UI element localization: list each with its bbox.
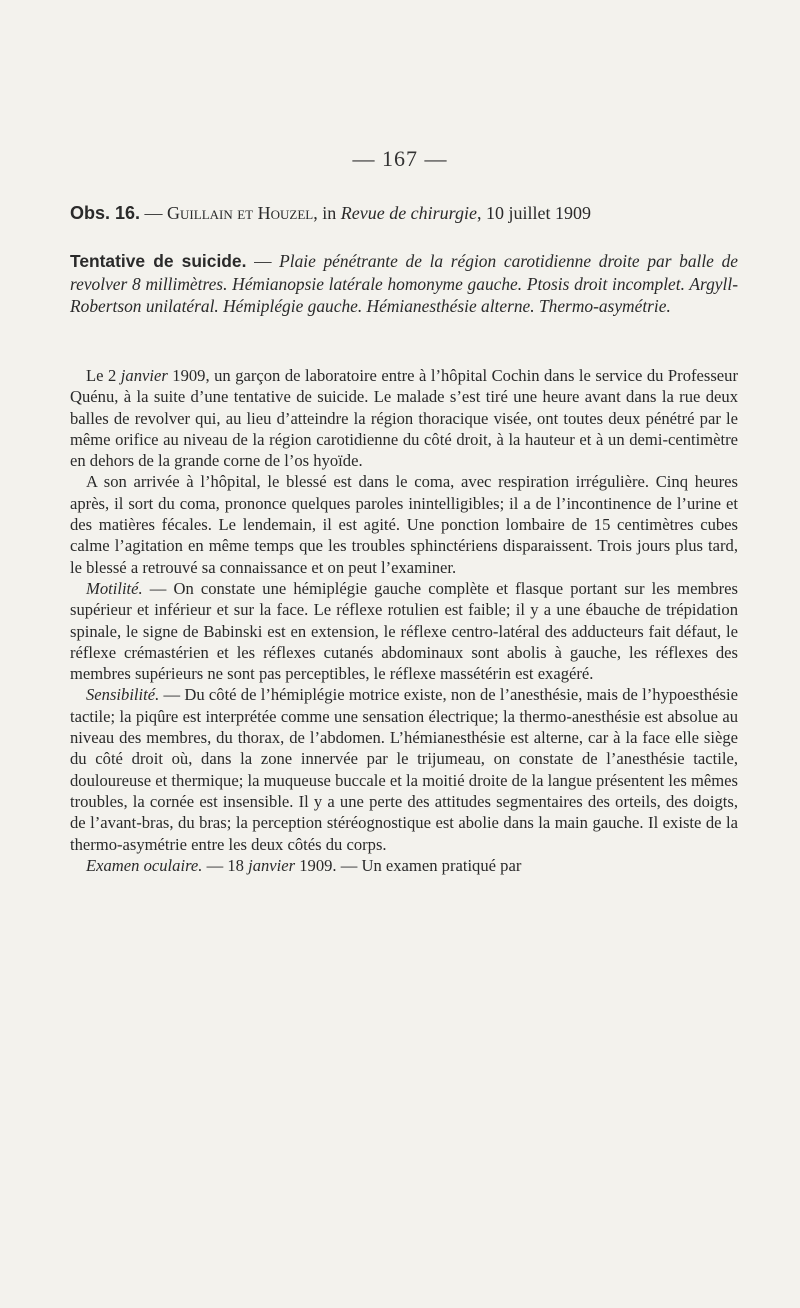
- paragraph-examen-date-num: 18: [227, 855, 249, 875]
- paragraph-examen-text: 1909. — Un examen pratiqué par: [295, 855, 522, 875]
- paragraph-sensibilite-text: — Du côté de l’hémiplégie motrice existe, non de l’anesthésie, mais de l’hypoesthésie tactile; la piqûre est interprétée comme une sensation électrique; la thermo-anesthésie est absolue au niveau des membres, du thorax, de l’abdomen. L’hémianesthésie est alterne, car à la face elle siège du côté droit où, dans la zone innervée par le trijumeau, on constate de l’anesthésie tactile, douloureuse et thermique; la muqueuse buccale et la moitié droite de la langue présentent les mêmes troubles, la cornée est insensible. Il y a une perte des attitudes segmentaires des orteils, des doigts, de l’avant-bras, du bras; la perception stéréognostique est abolie dans la main gauche. Il existe de la thermo-asymétrie entre les deux côtés du corps.: [70, 685, 738, 854]
- paragraph-admission: [70, 365, 738, 471]
- paragraph-admission-intro: Le 2: [86, 366, 121, 385]
- observation-dash: —: [140, 203, 168, 223]
- paragraph-admission-text: 1909, un garçon de laboratoire entre à l’hôpital Cochin dans le service du Professeur Quénu, à la suite d’une tentative de suicide. Le malade s’est tiré une heure avant dans la rue deux balles de revolver qui, au lieu d’atteindre la région thoracique visée, ont toutes deux pénétré par le même orifice au niveau de la région carotidienne du côté droit, à la hauteur et à un demi-centimètre en dehors de la grande corne de l’os hyoïde.: [70, 366, 738, 471]
- observation-header: [70, 201, 738, 225]
- page-number: — 167 —: [352, 146, 448, 171]
- case-body: [70, 365, 738, 876]
- paragraph-arrival-text: A son arrivée à l’hôpital, le blessé est dans le coma, avec respiration irrégulière. Cinq heures après, il sort du coma, prononce quelques paroles inintelligibles; il a de l’incontinence de l’urine et des matières fécales. Le lendemain, il est agité. Une ponction lombaire de 15 centimètres cubes calme l’agitation en même temps que les troubles sphinctériens disparaissent. Trois jours plus tard, le blessé a retrouvé sa connaissance et on peut l’examiner.: [70, 472, 738, 577]
- case-title-lead: Tentative de suicide.: [70, 251, 247, 271]
- case-title: [70, 250, 738, 318]
- paragraph-examen-date-month: janvier: [248, 855, 296, 875]
- paragraph-examen-label: Examen oculaire.: [86, 855, 203, 875]
- paragraph-motilite-text: — On constate une hémiplégie gauche complète et flasque portant sur les membres supérieur et inférieur et sur la face. Le réflexe rotulien est faible; il y a une ébauche de trépidation spinale, le signe de Babinski est en extension, le réflexe centro-latéral des adducteurs fait défaut, le réflexe crémastérien et les réflexes cutanés abdominaux sont abolis à gauche, les réflexes des membres supérieurs ne sont pas perceptibles, le réflexe massétérin est exagéré.: [70, 578, 738, 684]
- paragraph-sensibilite: [70, 684, 738, 854]
- paragraph-motilite-label: Motilité.: [86, 578, 143, 598]
- paragraph-examen-dash: —: [202, 855, 228, 875]
- paragraph-arrival: [70, 471, 738, 577]
- paragraph-motilite: [70, 578, 738, 684]
- paragraph-sensibilite-label: Sensibilité.: [86, 685, 160, 705]
- paragraph-examen-oculaire: [70, 855, 738, 876]
- observation-authors: Guillain et Houzel: [167, 203, 314, 223]
- observation-date: , 10 juillet 1909: [477, 203, 592, 223]
- case-title-description: Plaie pénétrante de la région carotidienne droite par balle de revolver 8 millimètres. Hémianopsie latérale homonyme gauche. Ptosis droit incomplet. Argyll-Robertson unilatéral. Hémiplégie gauche. Hémianesthésie alterne. Thermo-asymétrie.: [70, 251, 738, 316]
- paragraph-admission-month: janvier: [120, 366, 168, 385]
- case-title-dash: —: [246, 251, 280, 271]
- observation-in: , in: [313, 203, 341, 223]
- observation-label: Obs. 16.: [70, 203, 141, 223]
- observation-journal: Revue de chirurgie: [340, 203, 478, 223]
